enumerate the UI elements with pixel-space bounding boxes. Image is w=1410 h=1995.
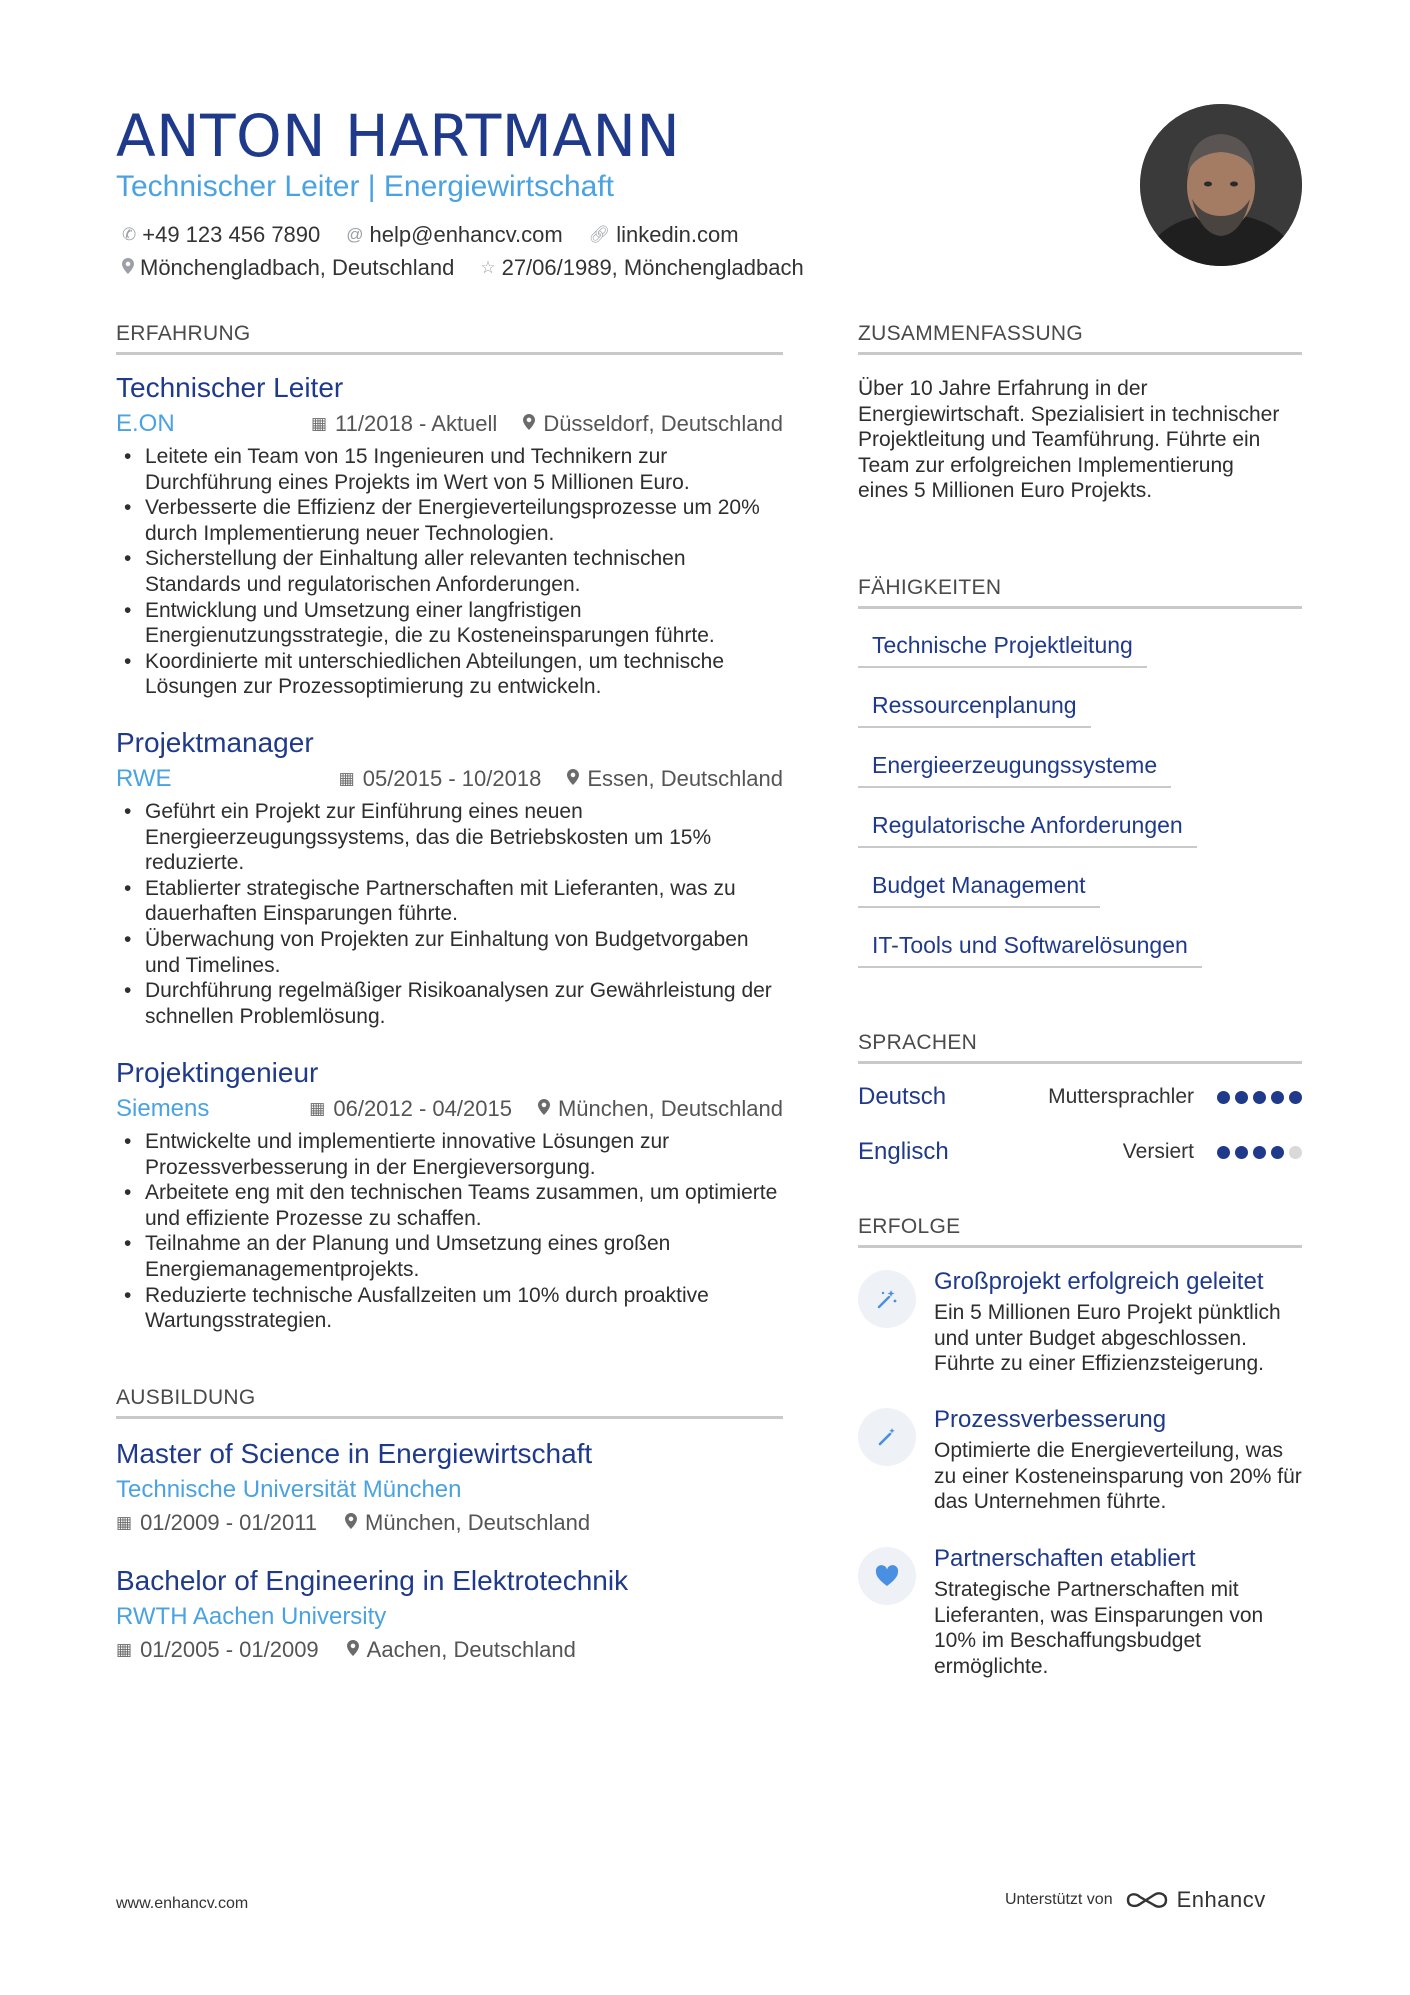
- at-icon: @: [346, 225, 364, 244]
- rating-dot-filled: [1253, 1091, 1266, 1104]
- language-name: Deutsch: [858, 1083, 947, 1110]
- candidate-headline: Technischer Leiter | Energiewirtschaft: [116, 170, 615, 203]
- language-level-group: [1048, 1085, 1302, 1109]
- job-company: Siemens: [116, 1095, 210, 1122]
- edu-location: [345, 1510, 590, 1536]
- calendar-icon: ▦: [116, 1640, 133, 1659]
- language-name: Englisch: [858, 1138, 949, 1165]
- rating-dot-filled: [1235, 1091, 1248, 1104]
- edu-degree: Bachelor of Engineering in Elektrotechnik: [116, 1565, 629, 1596]
- star-icon: ☆: [480, 258, 496, 277]
- section-title-experience: ERFAHRUNG: [116, 322, 783, 355]
- linkedin-item[interactable]: [589, 222, 739, 248]
- location-pin-icon: [538, 1099, 550, 1120]
- candidate-name: ANTON HARTMANN: [116, 102, 681, 170]
- job-bullet: • Koordinierte mit unterschiedlichen Abteilungen, um technische Lösungen zur Prozessoptimierung zu entwickeln.: [116, 649, 783, 700]
- edu-meta: [116, 1637, 783, 1663]
- job-entry-1: [116, 372, 783, 700]
- rating-dot-empty: [1289, 1146, 1302, 1159]
- job-entry-3: [116, 1057, 783, 1334]
- job-dates-text: 05/2015 - 10/2018: [362, 766, 542, 791]
- skills-list: [858, 628, 1302, 988]
- job-title: Technischer Leiter: [116, 372, 344, 403]
- section-title-skills: FÄHIGKEITEN: [858, 576, 1302, 609]
- edu-location: [347, 1637, 576, 1663]
- achievement-item-2: [858, 1406, 1302, 1515]
- achievement-content: [934, 1545, 1302, 1679]
- edu-dates: [116, 1510, 317, 1536]
- phone-item: [122, 222, 320, 248]
- skill-tag: Ressourcenplanung: [858, 688, 1091, 728]
- edu-dates: [116, 1637, 319, 1663]
- footer-powered-by: [1005, 1887, 1266, 1913]
- job-location-text: München, Deutschland: [557, 1096, 783, 1121]
- achievement-content: [934, 1268, 1302, 1377]
- phone-text: +49 123 456 7890: [142, 222, 321, 247]
- wand-icon: [858, 1408, 916, 1466]
- birth-text: 27/06/1989, Mönchengladbach: [501, 255, 804, 280]
- location-pin-icon: [567, 769, 579, 790]
- summary-text: Über 10 Jahre Erfahrung in der Energiewirtschaft. Spezialisiert in technischer Projektleitung und Teamführung. Führte ein Team zur erfolgreichen Implementierung eines 5 Millionen Euro Projekts.: [858, 377, 1280, 503]
- job-meta-details: [313, 766, 783, 792]
- job-dates: [309, 1096, 512, 1122]
- achievement-desc: Ein 5 Millionen Euro Projekt pünktlich und unter Budget abgeschlossen. Führte zu einer Effizienzsteigerung.: [934, 1301, 1281, 1376]
- job-bullet: • Etablierter strategische Partnerschaften mit Lieferanten, was zu dauerhaften Einsparungen führte.: [116, 876, 783, 927]
- contact-row-2: [122, 255, 830, 281]
- linkedin-text[interactable]: linkedin.com: [616, 222, 739, 247]
- job-bullet: • Geführt ein Projekt zur Einführung eines neuen Energieerzeugungssystems, das die Betriebskosten um 15% reduzierte.: [116, 799, 783, 876]
- job-location: [538, 1096, 783, 1122]
- education-entry-1: [116, 1438, 783, 1536]
- achievement-title: Partnerschaften etabliert: [934, 1545, 1196, 1572]
- section-title-languages: SPRACHEN: [858, 1031, 1302, 1064]
- edu-degree: Master of Science in Energiewirtschaft: [116, 1438, 593, 1469]
- language-rating-dots: [1212, 1146, 1302, 1159]
- achievement-item-3: [858, 1545, 1302, 1679]
- achievement-desc: Optimierte die Energieverteilung, was zu einer Kosteneinsparung von 20% für das Unternehmen führte.: [934, 1439, 1302, 1514]
- heart-icon: [858, 1547, 916, 1605]
- job-bullet: • Leitete ein Team von 15 Ingenieuren und Technikern zur Durchführung eines Projekts im Wert von 5 Millionen Euro.: [116, 444, 783, 495]
- job-bullets: [116, 799, 783, 1029]
- job-company: RWE: [116, 765, 172, 792]
- rating-dot-filled: [1289, 1091, 1302, 1104]
- section-title-achievements: ERFOLGE: [858, 1215, 1302, 1248]
- job-bullets: [116, 444, 783, 700]
- achievement-title: Großprojekt erfolgreich geleitet: [934, 1268, 1264, 1295]
- job-bullet: • Entwickelte und implementierte innovative Lösungen zur Prozessverbesserung in der Energieversorgung.: [116, 1129, 783, 1180]
- job-company: E.ON: [116, 410, 175, 437]
- enhancv-logo-icon: [1125, 1889, 1169, 1911]
- edu-location-text: München, Deutschland: [365, 1510, 591, 1535]
- edu-dates-text: 01/2009 - 01/2011: [140, 1510, 318, 1535]
- job-location: [567, 766, 783, 792]
- skill-tag: Budget Management: [858, 868, 1100, 908]
- achievement-title: Prozessverbesserung: [934, 1406, 1167, 1433]
- achievement-desc: Strategische Partnerschaften mit Lieferanten, was Einsparungen von 10% im Beschaffungsbudget ermöglichte.: [934, 1578, 1264, 1678]
- phone-icon: ✆: [122, 225, 137, 244]
- skill-tag: Energieerzeugungssysteme: [858, 748, 1171, 788]
- job-title: Projektmanager: [116, 727, 314, 758]
- job-dates: [311, 411, 497, 437]
- job-meta: [116, 765, 783, 793]
- language-level-group: [1123, 1140, 1302, 1164]
- edu-dates-text: 01/2005 - 01/2009: [140, 1637, 319, 1662]
- job-meta-details: [285, 411, 783, 437]
- email-item[interactable]: [346, 222, 562, 248]
- section-title-education: AUSBILDUNG: [116, 1386, 783, 1419]
- magic-wand-icon: [858, 1270, 916, 1328]
- edu-school: RWTH Aachen University: [116, 1603, 387, 1630]
- job-bullets: [116, 1129, 783, 1334]
- skill-tag: Regulatorische Anforderungen: [858, 808, 1197, 848]
- language-row-2: [858, 1138, 1302, 1166]
- location-text: Mönchengladbach, Deutschland: [140, 255, 455, 280]
- language-rating-dots: [1212, 1091, 1302, 1104]
- rating-dot-filled: [1235, 1146, 1248, 1159]
- enhancv-brand: Enhancv: [1176, 1887, 1266, 1912]
- location-pin-icon: [122, 258, 134, 279]
- calendar-icon: ▦: [338, 769, 355, 788]
- job-bullet: • Teilnahme an der Planung und Umsetzung eines großen Energiemanagementprojekts.: [116, 1231, 783, 1282]
- profile-photo: [1140, 104, 1302, 266]
- skill-tag: IT-Tools und Softwarelösungen: [858, 928, 1202, 968]
- job-location: [523, 411, 783, 437]
- job-location-text: Essen, Deutschland: [587, 766, 783, 791]
- calendar-icon: ▦: [310, 414, 328, 433]
- powered-by-text: Unterstützt von: [1005, 1891, 1113, 1908]
- job-bullet: • Arbeitete eng mit den technischen Teams zusammen, um optimierte und effiziente Prozesse zu schaffen.: [116, 1180, 783, 1231]
- education-entry-2: [116, 1565, 783, 1663]
- location-pin-icon: [347, 1640, 359, 1661]
- section-title-summary: ZUSAMMENFASSUNG: [858, 322, 1302, 355]
- job-bullet: • Überwachung von Projekten zur Einhaltung von Budgetvorgaben und Timelines.: [116, 927, 783, 978]
- achievement-item-1: [858, 1268, 1302, 1377]
- location-pin-icon: [345, 1513, 357, 1534]
- job-location-text: Düsseldorf, Deutschland: [543, 411, 783, 436]
- job-entry-2: [116, 727, 783, 1029]
- job-bullet: • Verbesserte die Effizienz der Energieverteilungsprozesse um 20% durch Implementierung neuer Technologien.: [116, 495, 783, 546]
- rating-dot-filled: [1217, 1146, 1230, 1159]
- location-pin-icon: [523, 414, 535, 435]
- location-item: [122, 255, 454, 281]
- rating-dot-filled: [1217, 1091, 1230, 1104]
- job-bullet: • Durchführung regelmäßiger Risikoanalysen zur Gewährleistung der schnellen Problemlösung.: [116, 978, 783, 1029]
- skill-tag: Technische Projektleitung: [858, 628, 1147, 668]
- contact-row-1: [122, 222, 765, 248]
- language-level: Muttersprachler: [1048, 1085, 1194, 1108]
- job-bullet: • Sicherstellung der Einhaltung aller relevanten technischen Standards und regulatorischen Anforderungen.: [116, 546, 783, 597]
- email-text[interactable]: help@enhancv.com: [369, 222, 563, 247]
- job-meta: [116, 1095, 783, 1123]
- link-icon: 🔗︎: [588, 225, 611, 244]
- job-bullet: • Reduzierte technische Ausfallzeiten um 10% durch proaktive Wartungsstrategien.: [116, 1283, 783, 1334]
- job-meta: [116, 410, 783, 438]
- achievement-content: [934, 1406, 1302, 1515]
- job-meta-details: [283, 1096, 783, 1122]
- birth-item: [480, 255, 803, 281]
- rating-dot-filled: [1253, 1146, 1266, 1159]
- calendar-icon: ▦: [309, 1099, 326, 1118]
- edu-location-text: Aachen, Deutschland: [366, 1637, 576, 1662]
- job-bullet: • Entwicklung und Umsetzung einer langfristigen Energienutzungsstrategie, die zu Kosteneinsparungen führte.: [116, 598, 783, 649]
- rating-dot-filled: [1271, 1146, 1284, 1159]
- calendar-icon: ▦: [116, 1513, 133, 1532]
- language-row-1: [858, 1083, 1302, 1111]
- job-dates-text: 06/2012 - 04/2015: [333, 1096, 512, 1121]
- job-dates: [339, 766, 542, 792]
- footer-website-link[interactable]: www.enhancv.com: [116, 1895, 249, 1912]
- job-dates-text: 11/2018 - Aktuell: [335, 411, 498, 436]
- language-level: Versiert: [1122, 1140, 1194, 1163]
- rating-dot-filled: [1271, 1091, 1284, 1104]
- edu-school: Technische Universität München: [116, 1476, 462, 1503]
- edu-meta: [116, 1510, 783, 1536]
- job-title: Projektingenieur: [116, 1057, 319, 1088]
- profile-photo-illustration: [1140, 104, 1302, 266]
